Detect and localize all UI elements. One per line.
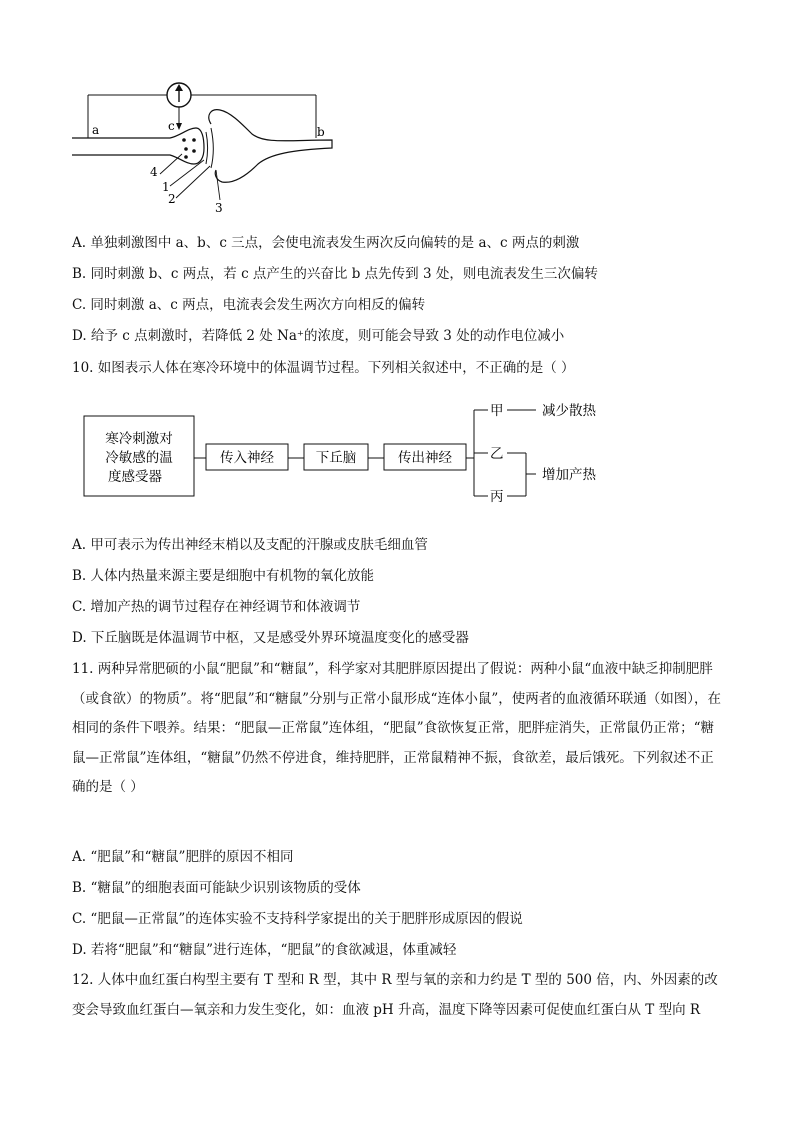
q11-stem: 11. 两种异常肥硕的小鼠“肥鼠”和“糖鼠”，科学家对其肥胖原因提出了假说：两种小鼠“血液中缺乏抑制肥胖（或食欲）的物质”。将“肥鼠”和“糖鼠”分别与正常小鼠形成“连体小鼠”，使两者的血液循环联通（如图），在相同的条件下喂养。结果：“肥鼠—正常鼠”连体组，“肥鼠”食欲恢复正常，肥胖症消失，正常鼠仍正常；“糖鼠—正常鼠”连体组，“糖鼠”仍然不停进食，维持肥胖，正常鼠精神不振，食欲差，最后饿死。下列叙述不正确的是（ ） (72, 661, 722, 795)
synaptic-vesicle (192, 149, 196, 153)
flow-label-reduce-heat: 减少散热 (542, 403, 596, 419)
label-c: c (168, 119, 175, 133)
q9-option-b[interactable]: B. 同时刺激 b、c 两点，若 c 点产生的兴奋比 b 点先传到 3 处，则电流表发生三次偏转 (72, 266, 598, 282)
q9-option-a[interactable]: A. 单独刺激图中 a、b、c 三点，会使电流表发生两次反向偏转的是 a、c 两点的刺激 (72, 235, 580, 251)
label-3: 3 (215, 201, 223, 215)
label-a: a (92, 123, 100, 137)
synaptic-vesicle (192, 138, 196, 142)
q11-option-b[interactable]: B. “糖鼠”的细胞表面可能缺少识别该物质的受体 (72, 880, 361, 896)
q10-option-d[interactable]: D. 下丘脑既是体温调节中枢，又是感受外界环境温度变化的感受器 (72, 630, 469, 646)
q10-stem: 10. 如图表示人体在寒冷环境中的体温调节过程。下列相关叙述中，不正确的是（ ） (72, 360, 575, 376)
q11-option-c[interactable]: C. “肥鼠—正常鼠”的连体实验不支持科学家提出的关于肥胖形成原因的假说 (72, 911, 523, 927)
q9-option-d[interactable]: D. 给予 c 点刺激时，若降低 2 处 Na⁺的浓度，则可能会导致 3 处的动作电位减小 (72, 328, 565, 344)
synaptic-vesicle (184, 155, 188, 159)
q12-stem: 12. 人体中血红蛋白构型主要有 T 型和 R 型，其中 R 型与氧的亲和力约是 T 型的 500 倍，内、外因素的改变会导致血红蛋白—氧亲和力发生变化，如：血液 pH 升高，温度下降等因素可促使血红蛋白从 T 型向 R (72, 972, 718, 1018)
flow-label-yi: 乙 (490, 446, 504, 462)
flow-label-jia: 甲 (490, 403, 504, 419)
label-4: 4 (150, 165, 158, 179)
flow-box-receptor-line2: 冷敏感的温 (105, 450, 173, 466)
flow-label-increase-heat: 增加产热 (542, 467, 596, 483)
label-1: 1 (162, 180, 170, 194)
label-2: 2 (168, 192, 176, 206)
postsynaptic-neuron (209, 110, 332, 183)
flow-box-hypothalamus-label: 下丘脑 (315, 450, 357, 466)
q10-option-a[interactable]: A. 甲可表示为传出神经末梢以及支配的汗腺或皮肤毛细血管 (72, 537, 428, 553)
q11-option-a[interactable]: A. “肥鼠”和“糖鼠”肥胖的原因不相同 (72, 849, 294, 865)
neuron-synapse-figure (70, 78, 350, 218)
q9-option-c[interactable]: C. 同时刺激 a、c 两点，电流表会发生两次方向相反的偏转 (72, 297, 426, 313)
synaptic-vesicle (182, 138, 186, 142)
q10-option-c[interactable]: C. 增加产热的调节过程存在神经调节和体液调节 (72, 599, 361, 615)
q11-option-d[interactable]: D. 若将“肥鼠”和“糖鼠”进行连体，“肥鼠”的食欲减退，体重减轻 (72, 942, 457, 958)
flow-label-bing: 丙 (490, 489, 504, 505)
flow-box-receptor-line3: 度感受器 (108, 469, 162, 485)
flow-box-afferent-label: 传入神经 (220, 450, 274, 466)
postsynaptic-membrane (211, 128, 213, 168)
label-b: b (317, 125, 325, 139)
flow-box-efferent-label: 传出神经 (398, 450, 452, 466)
presynaptic-membrane (206, 132, 208, 164)
synaptic-vesicle (184, 147, 188, 151)
q10-option-b[interactable]: B. 人体内热量来源主要是细胞中有机物的氧化放能 (72, 568, 375, 584)
thermoregulation-flowchart (80, 398, 640, 510)
flow-box-receptor-line1: 寒冷刺激对 (105, 431, 173, 447)
